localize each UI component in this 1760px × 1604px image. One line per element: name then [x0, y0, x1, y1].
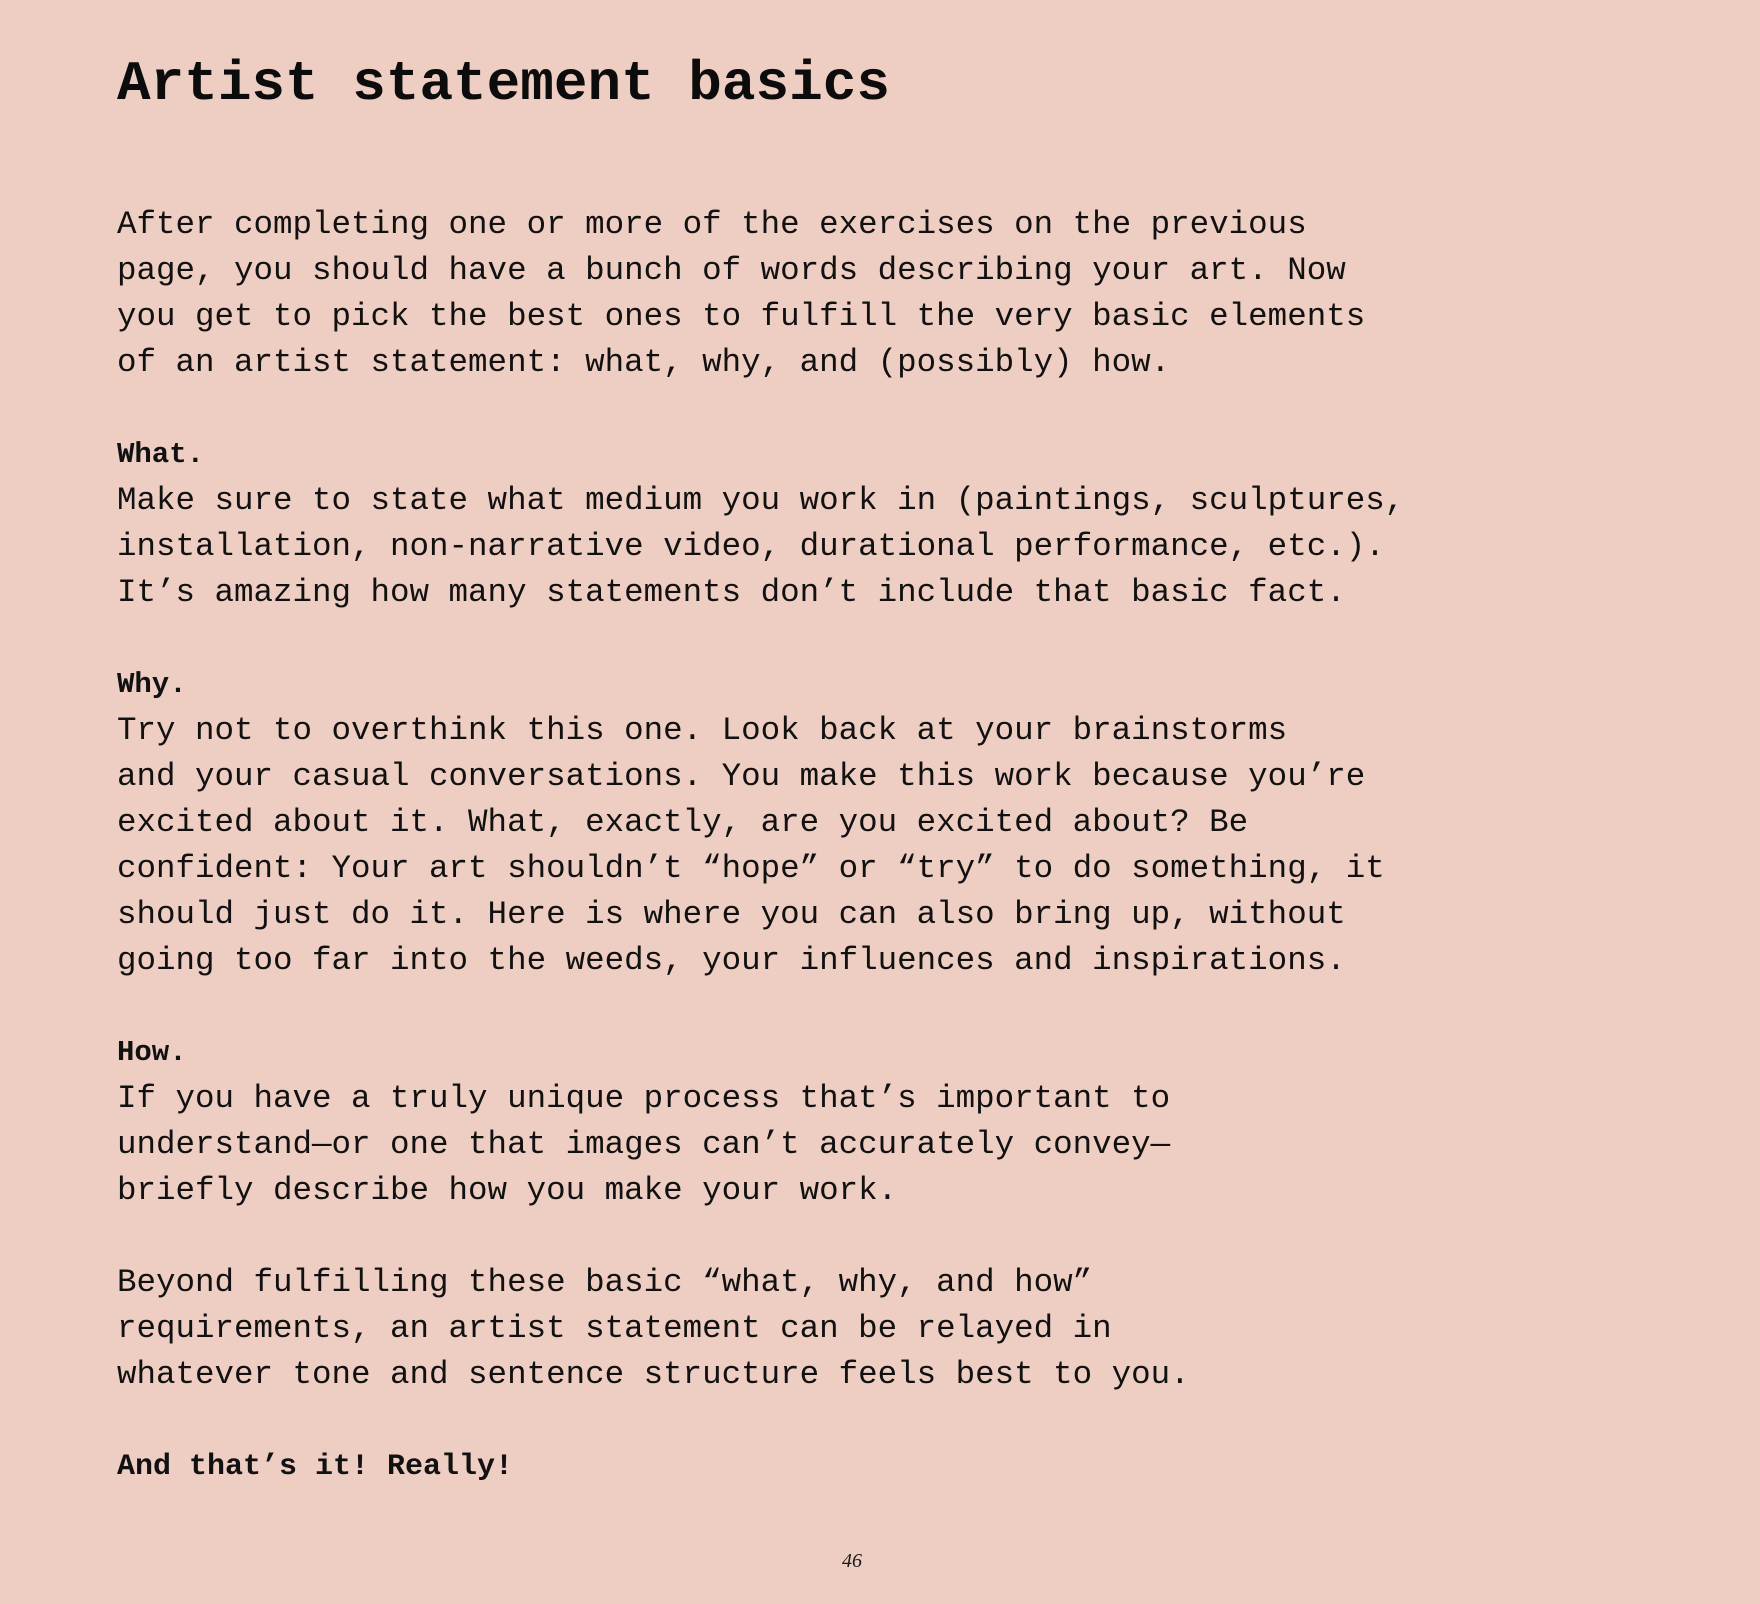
section-what	[117, 432, 1657, 616]
section-why	[117, 662, 1657, 984]
page-number: 46	[842, 1550, 862, 1572]
section-body-why: Try not to overthink this one. Look back at your brainstorms and your casual conversations. You make this work because you’re excited about it. What, exactly, are you excited about? Be confident: Your art shouldn’t “hope” or “try” to do something, it should just do it. Here is where you can also bring up, without going too far into the weeds, your influences and inspirations.	[117, 712, 1385, 979]
section-body-how: If you have a truly unique process that’s important to understand—or one that images can’t accurately convey— briefly describe how you make your work.	[117, 1080, 1171, 1209]
section-heading-what: What.	[117, 438, 205, 471]
page-title: Artist statement basics	[117, 52, 890, 116]
section-heading-how: How.	[117, 1036, 187, 1069]
section-body-what: Make sure to state what medium you work in (paintings, sculptures, installation, non-narrative video, durational performance, etc.). It’s amazing how many statements don’t include that basic fact.	[117, 482, 1405, 611]
intro-paragraph: After completing one or more of the exercises on the previous page, you should have a bunch of words describing your art. Now you get to pick the best ones to fulfill the very basic elements of an artist statement: what, why, and (possibly) how.	[117, 206, 1366, 381]
section-heading-why: Why.	[117, 668, 187, 701]
closing-paragraph: Beyond fulfilling these basic “what, why, and how” requirements, an artist statement can be relayed in whatever tone and sentence structure feels best to you.	[117, 1264, 1190, 1393]
document-page	[117, 44, 1657, 1490]
final-line: And that’s it! Really!	[117, 1450, 514, 1484]
section-how	[117, 1030, 1657, 1214]
